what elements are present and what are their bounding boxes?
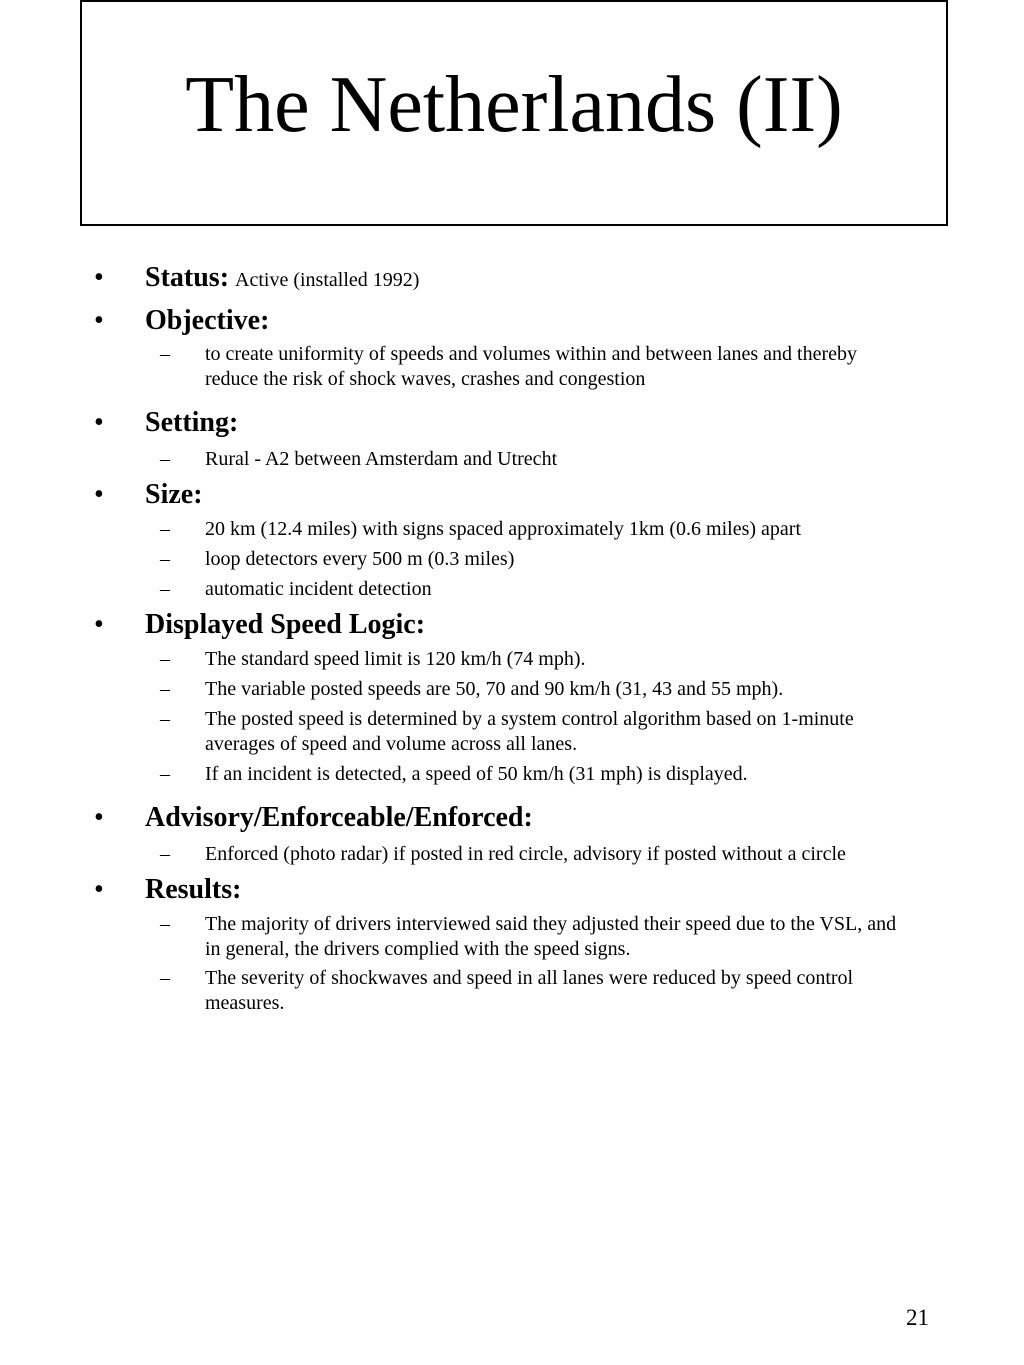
dash-marker: – xyxy=(160,518,170,540)
objective-text: to create uniformity of speeds and volumes within and between lanes and thereby reduce the risk of shock waves, crashes and congestion xyxy=(205,343,858,390)
bullet-enforcement xyxy=(0,802,1024,842)
size-text: loop detectors every 500 m (0.3 miles) xyxy=(205,548,515,570)
dash-marker: – xyxy=(160,708,170,730)
results-text: The majority of drivers interviewed said they adjusted their speed due to the VSL, and in general, the drivers complied with the speed signs. xyxy=(205,913,897,960)
bullet-marker: • xyxy=(94,305,104,336)
objective-heading: Objective: xyxy=(145,305,270,336)
dash-marker: – xyxy=(160,578,170,600)
logic-text: If an incident is detected, a speed of 50 km/h (31 mph) is displayed. xyxy=(205,763,748,785)
bullet-setting xyxy=(0,407,1024,447)
dash-marker: – xyxy=(160,678,170,700)
enforcement-heading: Advisory/Enforceable/Enforced: xyxy=(145,802,533,833)
bullet-marker: • xyxy=(94,802,104,833)
dash-marker: – xyxy=(160,548,170,570)
size-text: 20 km (12.4 miles) with signs spaced approximately 1km (0.6 miles) apart xyxy=(205,518,801,540)
bullet-results xyxy=(0,874,1024,914)
status-heading xyxy=(145,262,419,296)
logic-text: The variable posted speeds are 50, 70 and 90 km/h (31, 43 and 55 mph). xyxy=(205,678,784,700)
status-value: Active (installed 1992) xyxy=(235,269,420,291)
logic-text: The posted speed is determined by a system control algorithm based on 1-minute averages of speed and volume across all lanes. xyxy=(205,708,854,755)
logic-heading: Displayed Speed Logic: xyxy=(145,609,426,640)
results-text: The severity of shockwaves and speed in all lanes were reduced by speed control measures. xyxy=(205,967,854,1014)
bullet-logic xyxy=(0,609,1024,649)
bullet-marker: • xyxy=(94,609,104,640)
bullet-marker: • xyxy=(94,262,104,293)
dash-marker: – xyxy=(160,648,170,670)
bullet-marker: • xyxy=(94,407,104,438)
dash-marker: – xyxy=(160,763,170,785)
dash-marker: – xyxy=(160,343,170,365)
results-heading: Results: xyxy=(145,874,242,905)
dash-marker: – xyxy=(160,843,170,865)
bullet-marker: • xyxy=(94,479,104,510)
bullet-marker: • xyxy=(94,874,104,905)
slide-title: The Netherlands (II) xyxy=(185,61,843,149)
setting-heading: Setting: xyxy=(145,407,239,438)
size-text: automatic incident detection xyxy=(205,578,432,600)
dash-marker: – xyxy=(160,913,170,935)
dash-marker: – xyxy=(160,967,170,989)
page-number: 21 xyxy=(906,1305,929,1330)
bullet-objective xyxy=(0,305,1024,345)
enforcement-text: Enforced (photo radar) if posted in red circle, advisory if posted without a circle xyxy=(205,843,846,865)
logic-text: The standard speed limit is 120 km/h (74 mph). xyxy=(205,648,586,670)
status-label: Status: xyxy=(145,262,230,293)
setting-text: Rural - A2 between Amsterdam and Utrecht xyxy=(205,448,558,470)
size-heading: Size: xyxy=(145,479,203,510)
bullet-status xyxy=(0,262,1024,302)
dash-marker: – xyxy=(160,448,170,470)
bullet-size xyxy=(0,479,1024,519)
